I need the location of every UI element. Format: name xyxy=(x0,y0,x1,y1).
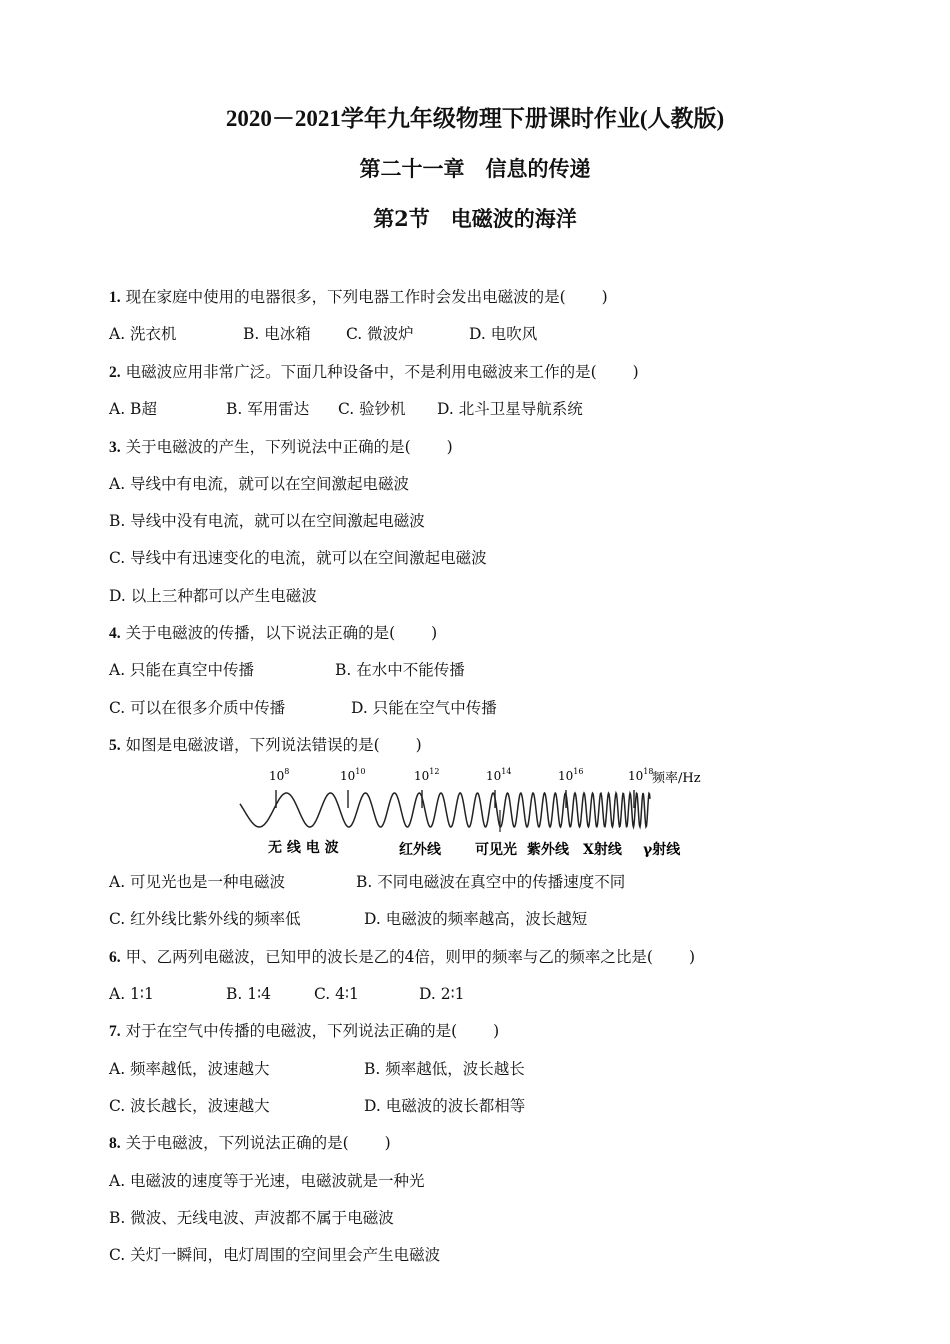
band-label-visible: 可见光 xyxy=(475,842,517,858)
option-a: A. B超 xyxy=(109,400,157,418)
tick-label-1e16: $10^{16}$ xyxy=(558,767,584,783)
option-c: C. 导线中有迅速变化的电流，就可以在空间激起电磁波 xyxy=(109,549,487,567)
option-d: D. 北斗卫星导航系统 xyxy=(437,400,583,418)
question-2: 2. 电磁波应用非常广泛。下面几种设备中，不是利用电磁波来工作的是( ) xyxy=(109,363,639,381)
tick-label-1e12: $10^{12}$ xyxy=(414,767,440,783)
option-b: B. 1∶4 xyxy=(226,985,272,1003)
question-5: 5. 如图是电磁波谱，下列说法错误的是( ) xyxy=(109,736,422,754)
question-4: 4. 关于电磁波的传播，以下说法正确的是( ) xyxy=(109,624,438,642)
band-label-xray: X射线 xyxy=(583,842,622,858)
option-b: B. 不同电磁波在真空中的传播速度不同 xyxy=(356,873,626,891)
band-label-infrared: 红外线 xyxy=(399,842,441,858)
question-number: 5. xyxy=(109,737,121,754)
tick-label-1e8: $10^8$ xyxy=(269,767,290,783)
option-b: B. 军用雷达 xyxy=(226,400,310,418)
question-stem: 关于电磁波的传播，以下说法正确的是( xyxy=(125,624,396,642)
option-c: C. 关灯一瞬间，电灯周围的空间里会产生电磁波 xyxy=(109,1246,441,1264)
electromagnetic-spectrum-figure xyxy=(232,762,722,862)
tick-label-1e14: $10^{14}$ xyxy=(486,767,512,783)
option-a: A. 1∶1 xyxy=(109,985,154,1003)
question-number: 8. xyxy=(109,1135,121,1152)
option-b: B. 电冰箱 xyxy=(243,325,311,343)
option-a: A. 频率越低，波速越大 xyxy=(109,1060,270,1078)
option-a: A. 洗衣机 xyxy=(109,325,177,343)
question-stem: 甲、乙两列电磁波，已知甲的波长是乙的4倍，则甲的频率与乙的频率之比是( xyxy=(125,948,653,966)
page-title: 2020－2021学年九年级物理下册课时作业(人教版) xyxy=(225,106,725,131)
option-a: A. 只能在真空中传播 xyxy=(109,661,255,679)
question-number: 4. xyxy=(109,625,121,642)
option-d: D. 以上三种都可以产生电磁波 xyxy=(109,587,317,605)
tick-label-1e10: $10^{10}$ xyxy=(340,767,366,783)
question-stem: 关于电磁波的产生，下列说法中正确的是( xyxy=(125,438,411,456)
question-number: 2. xyxy=(109,364,121,381)
option-b: B. 在水中不能传播 xyxy=(335,661,465,679)
band-label-gamma: γ射线 xyxy=(643,842,681,858)
question-number: 3. xyxy=(109,439,121,456)
option-c: C. 4∶1 xyxy=(314,985,359,1003)
option-c: C. 验钞机 xyxy=(338,400,406,418)
option-c: C. 波长越长，波速越大 xyxy=(109,1097,270,1115)
option-a: A. 电磁波的速度等于光速，电磁波就是一种光 xyxy=(109,1172,425,1190)
section-title: 第2节 电磁波的海洋 xyxy=(373,206,577,231)
question-8: 8. 关于电磁波，下列说法正确的是( ) xyxy=(109,1134,391,1152)
wave-curve xyxy=(240,793,650,827)
option-b: B. 导线中没有电流，就可以在空间激起电磁波 xyxy=(109,512,425,530)
option-d: D. 电磁波的频率越高，波长越短 xyxy=(364,910,588,928)
question-number: 6. xyxy=(109,949,121,966)
option-b: B. 微波、无线电波、声波都不属于电磁波 xyxy=(109,1209,394,1227)
band-label-radio: 无 线 电 波 xyxy=(268,840,339,856)
question-stem: 关于电磁波，下列说法正确的是( xyxy=(125,1134,349,1152)
question-stem: 对于在空气中传播的电磁波，下列说法正确的是( xyxy=(125,1022,458,1040)
option-d: D. 只能在空气中传播 xyxy=(351,699,497,717)
frequency-unit-label: 频率/Hz xyxy=(652,771,701,786)
question-stem: 电磁波应用非常广泛。下面几种设备中，不是利用电磁波来工作的是( xyxy=(125,363,597,381)
option-c: C. 红外线比紫外线的频率低 xyxy=(109,910,301,928)
question-6: 6. 甲、乙两列电磁波，已知甲的波长是乙的4倍，则甲的频率与乙的频率之比是( ) xyxy=(109,948,696,966)
option-a: A. 可见光也是一种电磁波 xyxy=(109,873,286,891)
question-stem: 现在家庭中使用的电器很多，下列电器工作时会发出电磁波的是( xyxy=(125,288,566,306)
tick-label-1e18: $10^{18}$ xyxy=(628,767,654,783)
option-c: C. 微波炉 xyxy=(346,325,414,343)
question-stem: 如图是电磁波谱，下列说法错误的是( xyxy=(125,736,380,754)
question-7: 7. 对于在空气中传播的电磁波，下列说法正确的是( ) xyxy=(109,1022,500,1040)
question-number: 1. xyxy=(109,289,121,306)
option-d: D. 电磁波的波长都相等 xyxy=(364,1097,526,1115)
question-1: 1. 现在家庭中使用的电器很多，下列电器工作时会发出电磁波的是( ) xyxy=(109,288,608,306)
option-d: D. 电吹风 xyxy=(469,325,538,343)
band-label-ultraviolet: 紫外线 xyxy=(527,842,569,858)
option-c: C. 可以在很多介质中传播 xyxy=(109,699,286,717)
chapter-title: 第二十一章 信息的传递 xyxy=(359,156,591,181)
question-number: 7. xyxy=(109,1023,121,1040)
option-a: A. 导线中有电流，就可以在空间激起电磁波 xyxy=(109,475,410,493)
option-d: D. 2∶1 xyxy=(419,985,465,1003)
question-3: 3. 关于电磁波的产生，下列说法中正确的是( ) xyxy=(109,438,453,456)
option-b: B. 频率越低，波长越长 xyxy=(364,1060,525,1078)
